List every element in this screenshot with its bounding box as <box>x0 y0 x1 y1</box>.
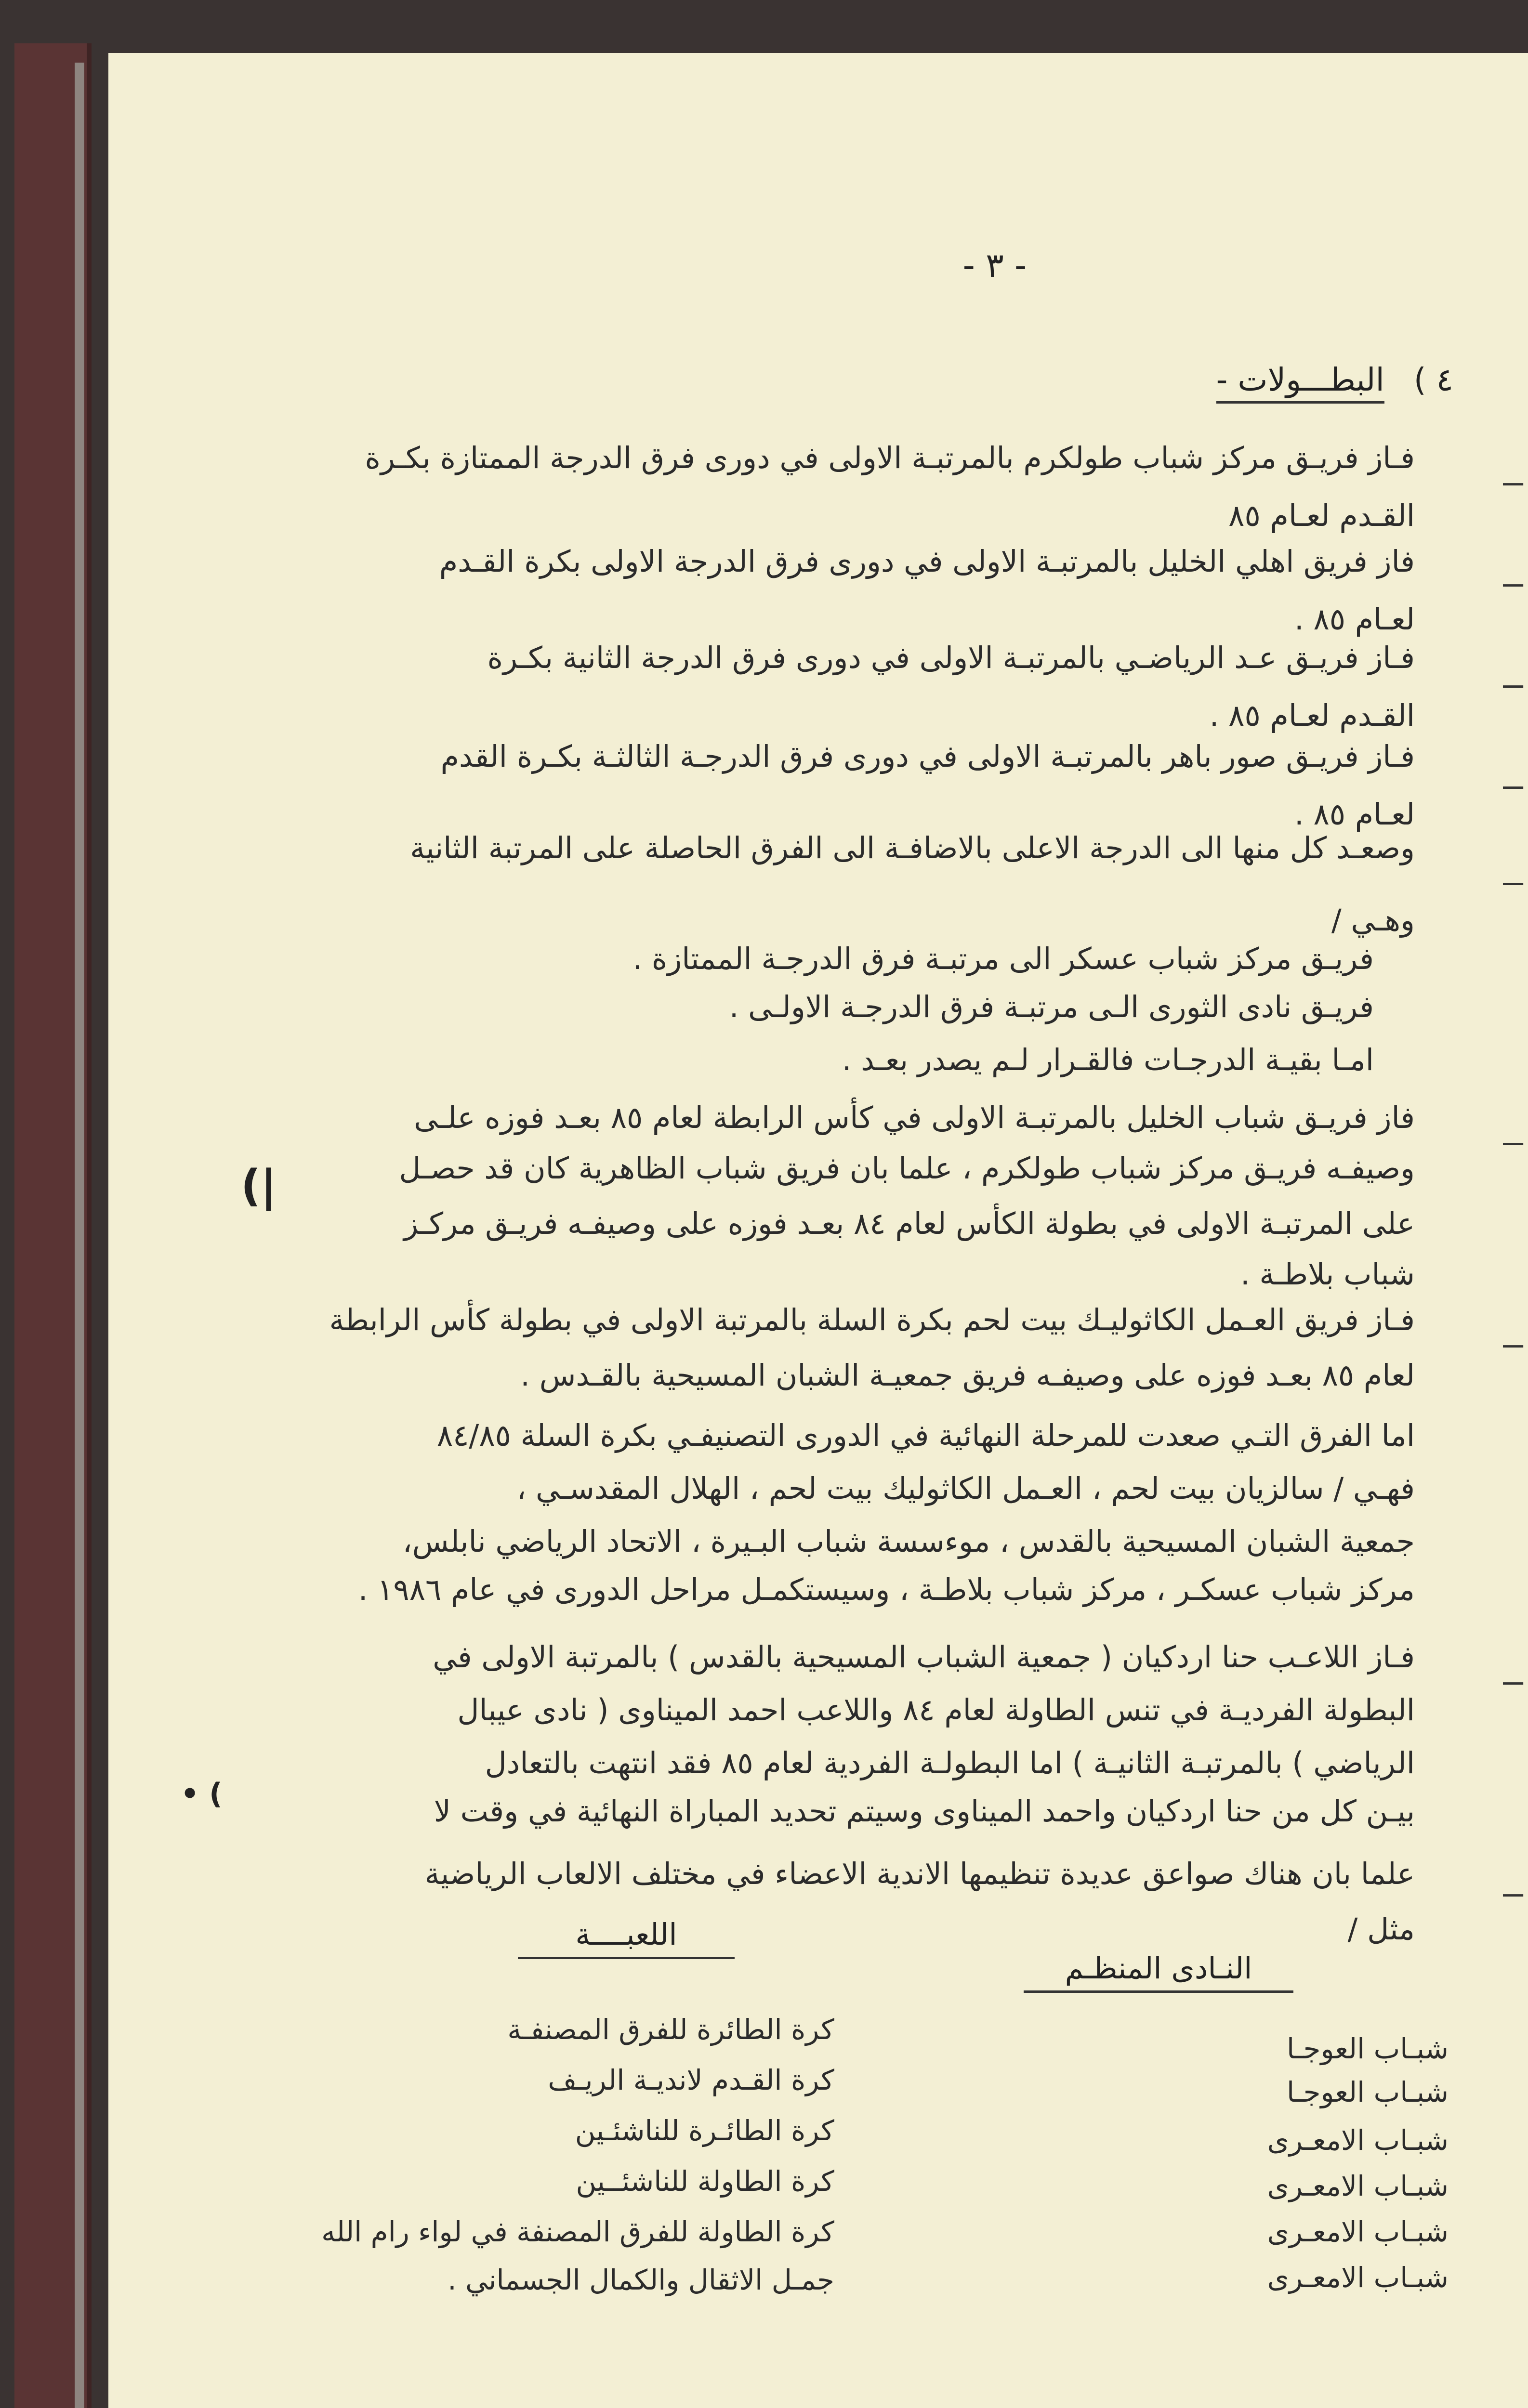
game-cell: جمـل الاثقال والكمال الجسماني . <box>448 2264 834 2296</box>
text-line: علما بان هناك صواعق عديدة تنظيمها الاندية الاعضاء في مختلف الالعاب الرياضية <box>424 1856 1415 1891</box>
page-number: - ٣ - <box>962 246 1027 285</box>
section-number: ٤ ) <box>1413 361 1453 398</box>
text-line: لعـام ٨٥ . <box>1294 602 1415 637</box>
document-page <box>108 53 1528 2408</box>
club-cell: شبـاب العوجـا <box>1286 2032 1449 2065</box>
club-cell: شبـاب الامعـرى <box>1267 2261 1449 2294</box>
text-line: جمعية الشبان المسيحية بالقدس ، موءسسة شباب البـيرة ، الاتحاد الرياضي نابلس، <box>402 1524 1415 1559</box>
text-line: وهـي / <box>1331 903 1415 938</box>
text-line: فـاز فريق العـمل الكاثوليـك بيت لحم بكرة السلة بالمرتبة الاولى في بطولة كأس الرابطة <box>329 1302 1415 1337</box>
text-line: مركز شباب عسكـر ، مركز شباب بلاطـة ، وسيستكمـل مراحل الدورى في عام ١٩٨٦ . <box>358 1572 1415 1607</box>
text-line: القـدم لعـام ٨٥ . <box>1209 698 1415 733</box>
text-line: على المرتبـة الاولى في بطولة الكأس لعام ٨٤ بعـد فوزه على وصيفـه فريـق مركـز <box>404 1206 1415 1241</box>
text-line: فهـي / سالزيان بيت لحم ، العـمل الكاثوليك بيت لحم ، الهلال المقدسـي ، <box>516 1471 1415 1506</box>
text-line: الرياضي ) بالمرتبـة الثانيـة ) اما البطولـة الفردية لعام ٨٥ فقد انتهت بالتعادل <box>485 1745 1415 1780</box>
game-cell: كرة الطاولة للناشئــين <box>576 2165 834 2198</box>
text-line: مثل / <box>1347 1911 1415 1947</box>
section-heading <box>1216 361 1453 398</box>
bullet-dash: – <box>1503 862 1524 902</box>
text-line: امـا بقيـة الدرجـات فالقـرار لـم يصدر بعـد . <box>842 1042 1374 1077</box>
text-line: البطولة الفرديـة في تنس الطاولة لعام ٨٤ واللاعب احمد الميناوى ( نادى عيبال <box>457 1692 1415 1727</box>
bullet-dash: – <box>1503 462 1524 502</box>
game-column-header: اللعبــــة <box>518 1917 735 1959</box>
bullet-dash: – <box>1503 1324 1524 1364</box>
game-cell: كرة الطاولة للفرق المصنفة في لواء رام الله <box>321 2215 834 2248</box>
club-cell: شبـاب الامعـرى <box>1267 2215 1449 2248</box>
bullet-dash: – <box>1503 1662 1524 1701</box>
text-line: فاز فريـق شباب الخليل بالمرتبـة الاولى في كأس الرابطة لعام ٨٥ بعـد فوزه علـى <box>414 1100 1415 1135</box>
club-cell: شبـاب الامعـرى <box>1267 2170 1449 2202</box>
game-cell: كرة الطائرة للفرق المصنفـة <box>507 2013 834 2046</box>
text-line: اما الفرق التـي صعدت للمرحلة النهائية في الدورى التصنيفـي بكرة السلة ٨٤/٨٥ <box>436 1418 1415 1453</box>
section-title: البطـــولات - <box>1216 361 1384 404</box>
margin-mark: • ( <box>181 1777 223 1811</box>
text-line: فـاز فريـق مركز شباب طولكرم بالمرتبـة الاولى في دورى فرق الدرجة الممتازة بكـرة <box>365 440 1415 475</box>
club-column-header: النـادى المنظـم <box>1024 1950 1293 1993</box>
text-line: وصيفـه فريـق مركز شباب طولكرم ، علما بان فريق شباب الظاهرية كان قد حصـل <box>399 1151 1415 1186</box>
text-line: فـاز اللاعـب حنا اردكيان ( جمعية الشباب المسيحية بالقدس ) بالمرتبة الاولى في <box>433 1639 1415 1675</box>
binder-edge <box>75 63 84 2408</box>
text-line: وصعـد كل منها الى الدرجة الاعلى بالاضافـة الى الفرق الحاصلة على المرتبة الثانية <box>410 830 1415 865</box>
bullet-dash: – <box>1503 766 1524 805</box>
text-line: فـاز فريـق صور باهر بالمرتبـة الاولى في دورى فرق الدرجـة الثالثـة بكـرة القدم <box>440 739 1415 774</box>
bullet-dash: – <box>1503 563 1524 603</box>
text-line: فـاز فريـق عـد الرياضـي بالمرتبـة الاولى في دورى فرق الدرجة الثانية بكـرة <box>487 640 1415 675</box>
text-line: لعـام ٨٥ . <box>1294 797 1415 832</box>
text-line: شباب بلاطـة . <box>1240 1256 1415 1292</box>
bullet-dash: – <box>1503 1122 1524 1162</box>
bullet-dash: – <box>1503 665 1524 704</box>
text-line: فريـق نادى الثورى الـى مرتبـة فرق الدرجـة الاولـى . <box>729 989 1374 1024</box>
text-line: القـدم لعـام ٨٥ <box>1228 498 1415 533</box>
text-line: فريـق مركز شباب عسكر الى مرتبـة فرق الدرجـة الممتازة . <box>632 941 1374 976</box>
margin-mark: (| <box>241 1161 277 1211</box>
bullet-dash: – <box>1503 1873 1524 1913</box>
text-line: لعام ٨٥ بعـد فوزه على وصيفـه فريق جمعيـة الشبان المسيحية بالقـدس . <box>520 1358 1415 1393</box>
club-cell: شبـاب العوجـا <box>1286 2076 1449 2108</box>
text-line: فاز فريق اهلي الخليل بالمرتبـة الاولى في دورى فرق الدرجة الاولى بكرة القـدم <box>439 544 1415 579</box>
game-cell: كرة الطائـرة للناشئـين <box>575 2114 834 2147</box>
text-line: بيـن كل من حنا اردكيان واحمد الميناوى وسيتم تحديد المباراة النهائية في وقت لا <box>434 1793 1415 1829</box>
club-cell: شبـاب الامعـرى <box>1267 2124 1449 2157</box>
game-cell: كرة القـدم لانديـة الريـف <box>548 2064 834 2096</box>
